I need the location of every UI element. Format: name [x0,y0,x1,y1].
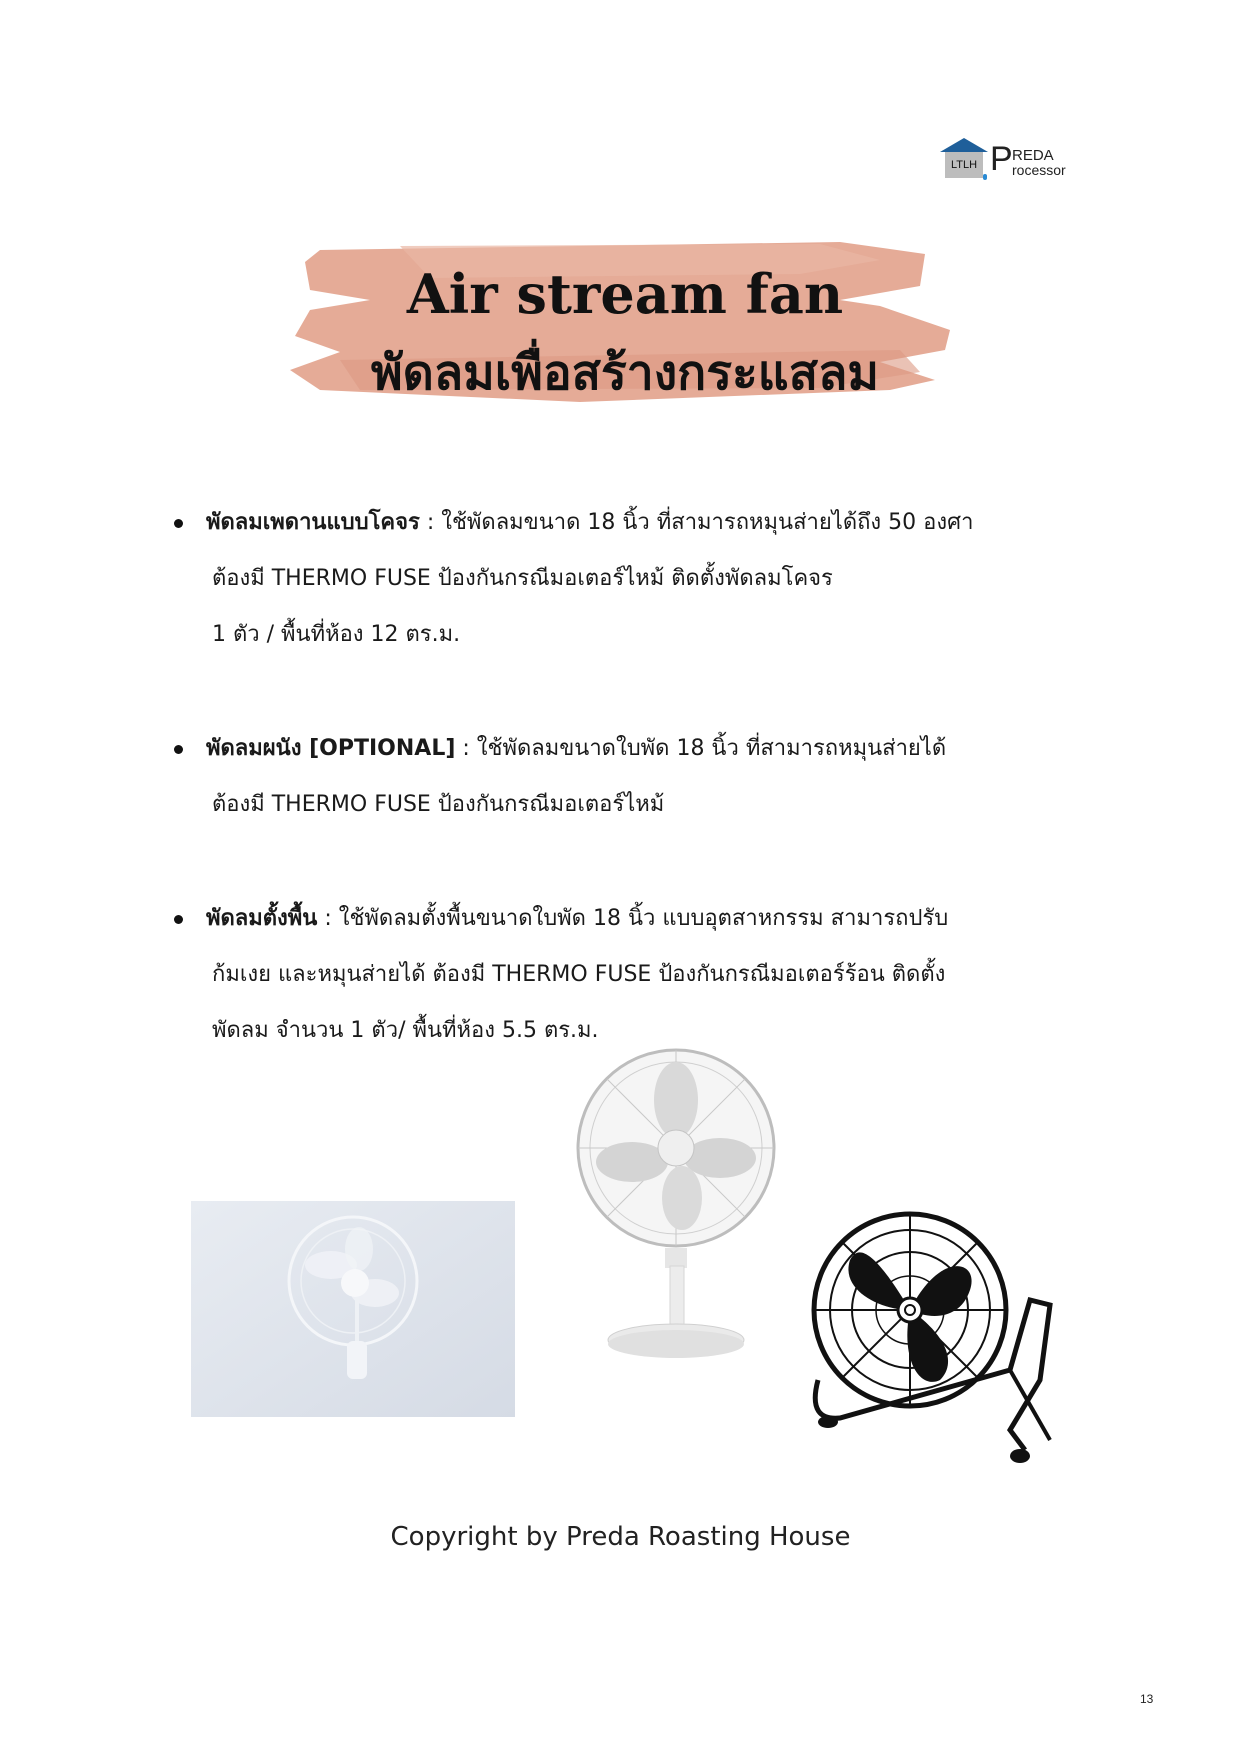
bullet-text: : ใช้พัดลมขนาดใบพัด 18 นิ้ว ที่สามารถหมุนส่ายได้ [455,736,947,761]
bullet-line1 [206,495,1074,551]
bullet-label: พัดลมผนัง [OPTIONAL] [206,736,456,761]
bullet-dot-icon [174,519,183,528]
title-english: Air stream fan [406,262,844,326]
bullet-line3: พัดลม จำนวน 1 ตัว/ พื้นที่ห้อง 5.5 ตร.ม. [212,1018,599,1043]
title-thai: พัดลมเพื่อสร้างกระแสลม [370,345,880,401]
brand-logo [940,138,1080,186]
wall-fan-photo [191,1201,515,1417]
bullet-label: พัดลมตั้งพื้น [206,906,318,931]
bullet-line1 [206,891,1074,947]
bullet-wall-fan [174,721,1074,833]
logo-line1: REDA [1012,147,1054,164]
bullet-text: : ใช้พัดลมตั้งพื้นขนาดใบพัด 18 นิ้ว แบบอุตสาหกรรม สามารถปรับ [317,906,949,931]
title-block [280,240,970,420]
bullet-floor-fan [174,891,1074,1059]
bullet-text: : ใช้พัดลมขนาด 18 นิ้ว ที่สามารถหมุนส่ายได้ถึง 50 องศา [419,510,974,535]
drop-icon [983,174,987,180]
bullet-line2: ต้องมี THERMO FUSE ป้องกันกรณีมอเตอร์ไหม้ [212,792,665,817]
bullet-dot-icon [174,745,183,754]
table-fan-photo [570,1048,810,1383]
bullet-line3: 1 ตัว / พื้นที่ห้อง 12 ตร.ม. [212,622,461,647]
house-roof-icon [940,138,988,152]
copyright-text: Copyright by Preda Roasting House [390,1522,851,1552]
bullet-line2: ต้องมี THERMO FUSE ป้องกันกรณีมอเตอร์ไหม้ ติดตั้งพัดลมโคจร [212,566,833,591]
industrial-floor-fan-drawing [810,1180,1070,1480]
fan-bullet-list [174,495,1074,1117]
logo-line2: rocessor [1012,162,1066,178]
page-number: 13 [1140,1692,1154,1706]
bullet-dot-icon [174,915,183,924]
bullet-label: พัดลมเพดานแบบโคจร [206,510,420,535]
bullet-ceiling-fan [174,495,1074,663]
logo-big-letter: P [990,140,1013,178]
bullet-line2: ก้มเงย และหมุนส่ายได้ ต้องมี THERMO FUSE ป้องกันกรณีมอเตอร์ร้อน ติดตั้ง [212,962,946,987]
logo-house-label: LTLH [945,152,983,178]
bullet-line1 [206,721,1074,777]
